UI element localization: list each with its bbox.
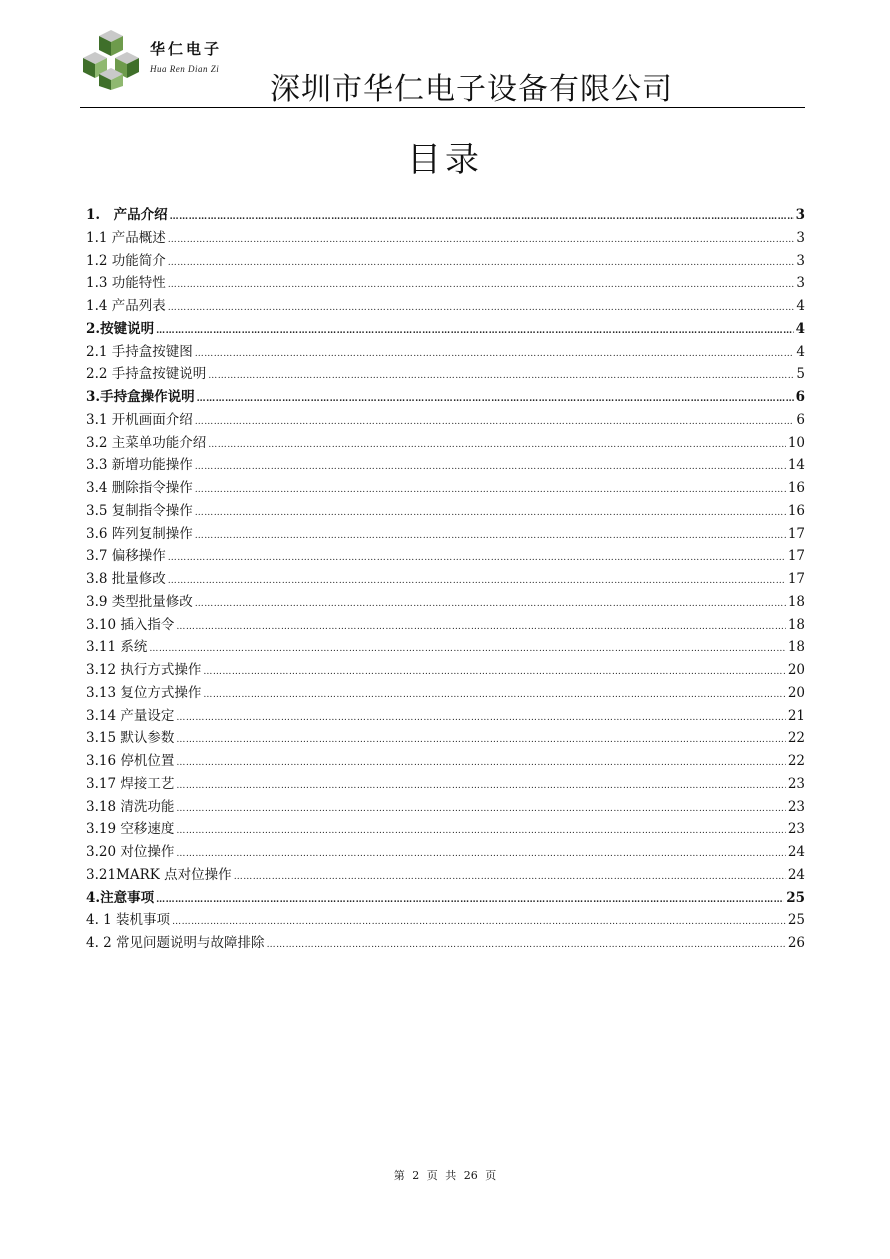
toc-entry[interactable] [86, 908, 805, 931]
toc-entry-title: 3.11 系统 [86, 639, 148, 656]
toc-entry-title: 3.12 执行方式操作 [86, 662, 202, 678]
toc-entry[interactable] [86, 522, 805, 545]
toc-entry-title: 3.9 类型批量修改 [86, 593, 193, 610]
toc-entry-page: 25 [787, 912, 805, 929]
toc-entry-page: 3 [796, 275, 805, 292]
company-logo [80, 28, 240, 92]
toc-entry[interactable] [86, 431, 805, 454]
toc-entry[interactable] [86, 840, 805, 863]
toc-entry-title: 3.16 停机位置 [86, 753, 175, 769]
toc-entry-title: 3.6 阵列复制操作 [86, 525, 193, 542]
toc-entry-page: 16 [787, 502, 805, 519]
toc-entry[interactable] [86, 499, 805, 522]
toc-entry-page: 21 [787, 707, 805, 724]
toc-entry-title: 3.3 新增功能操作 [86, 457, 193, 474]
page-footer: 第 2 页 共 26 页 [393, 1169, 497, 1182]
toc-entry-page: 20 [787, 662, 805, 678]
toc-entry-page: 20 [787, 684, 805, 701]
toc-entry[interactable] [86, 340, 805, 363]
toc-entry-title: 3.2 主菜单功能介绍 [86, 434, 207, 451]
toc-entry-title: 3.手持盒操作说明 [86, 389, 195, 405]
toc-leader-dots [203, 667, 785, 677]
toc-entry-page: 3 [796, 252, 805, 269]
logo-pinyin-text: Hua Ren Dian Zi [150, 64, 220, 74]
toc-entry[interactable] [86, 249, 805, 272]
toc-entry[interactable] [86, 294, 805, 317]
toc-entry-title: 3.15 默认参数 [86, 730, 175, 747]
toc-entry[interactable] [86, 203, 805, 226]
toc-entry[interactable] [86, 863, 805, 886]
toc-entry[interactable] [86, 453, 805, 476]
toc-entry-title: 3.5 复制指令操作 [86, 502, 193, 519]
toc-leader-dots [195, 599, 786, 609]
toc-entry-page: 3 [795, 207, 805, 223]
toc-entry-title: 3.19 空移速度 [86, 821, 175, 838]
toc-entry-page: 18 [787, 616, 805, 633]
toc-entry-page: 25 [786, 889, 805, 906]
toc-entry-page: 18 [787, 639, 805, 656]
toc-entry[interactable] [86, 749, 805, 772]
toc-leader-dots [176, 713, 785, 723]
toc-leader-dots [176, 781, 785, 791]
toc-leader-dots [195, 531, 786, 541]
toc-leader-dots [176, 804, 785, 814]
toc-leader-dots [168, 303, 795, 313]
toc-entry-page: 4 [796, 343, 805, 360]
toc-leader-dots [170, 212, 794, 222]
toc-entry[interactable] [86, 613, 805, 636]
toc-entry-title: 3.21MARK 点对位操作 [86, 866, 232, 883]
page-title: 目录 [407, 140, 483, 180]
toc-entry-title: 4. 2 常见问题说明与故障排除 [86, 935, 265, 951]
toc-entry-page: 10 [787, 434, 805, 451]
toc-entry[interactable] [86, 567, 805, 590]
toc-entry[interactable] [86, 590, 805, 613]
toc-leader-dots [197, 394, 794, 404]
toc-entry[interactable] [86, 544, 805, 567]
toc-leader-dots [168, 258, 795, 268]
logo-cubes-icon [80, 28, 142, 90]
toc-entry-title: 3.18 清洗功能 [86, 798, 175, 815]
toc-entry[interactable] [86, 635, 805, 658]
toc-entry[interactable] [86, 226, 805, 249]
toc-entry-title: 2.1 手持盒按键图 [86, 343, 193, 360]
toc-entry-title: 1.3 功能特性 [86, 275, 166, 292]
toc-entry[interactable] [86, 795, 805, 818]
toc-entry-title: 3.14 产量设定 [86, 707, 175, 724]
toc-leader-dots [267, 940, 786, 950]
header-divider [80, 107, 805, 108]
toc-leader-dots [195, 417, 795, 427]
toc-entry-title: 3.1 开机画面介绍 [86, 411, 193, 428]
toc-entry-page: 6 [796, 411, 805, 428]
toc-entry-title: 1. 产品介绍 [86, 207, 168, 223]
toc-entry[interactable] [86, 726, 805, 749]
toc-leader-dots [168, 235, 795, 245]
toc-leader-dots [208, 440, 786, 450]
toc-leader-dots [176, 735, 785, 745]
toc-entry-page: 23 [787, 821, 805, 838]
toc-leader-dots [156, 895, 784, 905]
table-of-contents [86, 203, 805, 954]
toc-entry[interactable] [86, 385, 805, 408]
toc-entry-title: 1.4 产品列表 [86, 298, 166, 314]
toc-leader-dots [208, 371, 794, 381]
toc-entry-page: 17 [787, 571, 805, 587]
toc-leader-dots [176, 758, 785, 768]
toc-entry-title: 1.1 产品概述 [86, 229, 166, 246]
toc-leader-dots [195, 349, 795, 359]
toc-entry-page: 17 [787, 525, 805, 542]
toc-entry-page: 24 [787, 866, 805, 883]
toc-entry-page: 17 [787, 548, 805, 565]
toc-entry[interactable] [86, 271, 805, 294]
toc-entry-page: 24 [787, 844, 805, 860]
company-name: 深圳市华仁电子设备有限公司 [270, 72, 673, 107]
toc-leader-dots [176, 826, 785, 836]
toc-entry-page: 3 [796, 229, 805, 246]
toc-entry-title: 3.13 复位方式操作 [86, 684, 202, 701]
toc-leader-dots [172, 917, 786, 927]
toc-leader-dots [234, 872, 786, 882]
toc-entry[interactable] [86, 772, 805, 795]
toc-entry-title: 3.4 删除指令操作 [86, 480, 193, 496]
toc-leader-dots [176, 849, 785, 859]
toc-leader-dots [195, 485, 786, 495]
toc-entry-page: 23 [787, 775, 805, 792]
toc-entry[interactable] [86, 408, 805, 431]
toc-leader-dots [168, 553, 786, 563]
toc-entry-title: 1.2 功能简介 [86, 252, 166, 269]
toc-entry[interactable] [86, 317, 805, 340]
toc-leader-dots [195, 462, 786, 472]
toc-entry-page: 18 [787, 593, 805, 610]
toc-entry-page: 14 [787, 457, 805, 474]
toc-entry-page: 26 [787, 935, 805, 951]
toc-entry-title: 4. 1 装机事项 [86, 912, 171, 929]
toc-entry[interactable] [86, 931, 805, 954]
logo-chinese-text: 华仁电子 [150, 40, 223, 58]
toc-entry-page: 16 [787, 480, 805, 496]
toc-leader-dots [203, 690, 785, 700]
toc-leader-dots [156, 326, 794, 336]
toc-entry-title: 3.10 插入指令 [86, 616, 175, 633]
toc-leader-dots [168, 576, 786, 586]
toc-entry[interactable] [86, 476, 805, 499]
toc-entry-page: 6 [795, 389, 805, 405]
toc-entry-title: 3.17 焊接工艺 [86, 775, 175, 792]
toc-entry-title: 4.注意事项 [86, 889, 155, 906]
toc-entry[interactable] [86, 658, 805, 681]
toc-entry[interactable] [86, 886, 805, 909]
toc-entry-title: 2.按键说明 [86, 320, 155, 337]
toc-entry-page: 5 [796, 366, 805, 383]
toc-leader-dots [195, 508, 786, 518]
toc-entry-page: 4 [796, 298, 805, 314]
toc-entry[interactable] [86, 362, 805, 385]
toc-entry-title: 3.8 批量修改 [86, 571, 166, 587]
toc-entry-title: 2.2 手持盒按键说明 [86, 366, 207, 383]
toc-entry[interactable] [86, 817, 805, 840]
toc-entry-page: 23 [787, 798, 805, 815]
toc-entry-title: 3.7 偏移操作 [86, 548, 166, 565]
toc-entry[interactable] [86, 704, 805, 727]
toc-entry[interactable] [86, 681, 805, 704]
toc-entry-page: 22 [787, 730, 805, 747]
toc-leader-dots [149, 644, 785, 654]
toc-entry-title: 3.20 对位操作 [86, 844, 175, 860]
toc-leader-dots [176, 622, 785, 632]
toc-entry-page: 4 [795, 320, 805, 337]
toc-leader-dots [168, 280, 795, 290]
toc-entry-page: 22 [787, 753, 805, 769]
